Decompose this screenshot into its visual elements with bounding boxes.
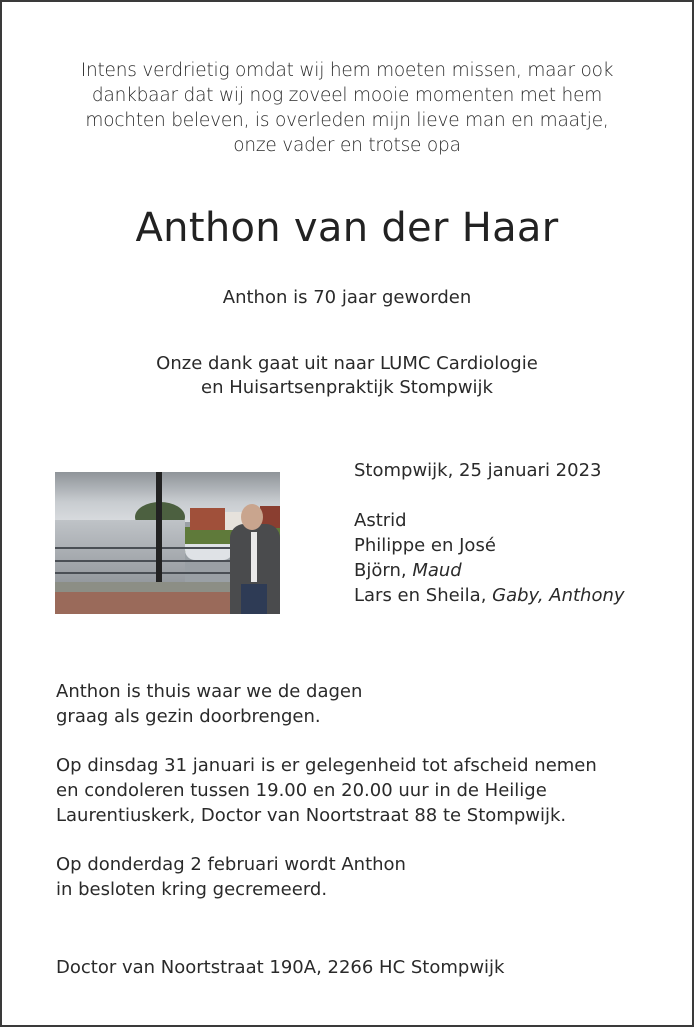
member-names: Lars en Sheila,: [354, 585, 493, 606]
body-line: Op dinsdag 31 januari is er gelegenheid tot afscheid nemen: [56, 755, 597, 776]
paragraph-cremation: [56, 852, 597, 902]
thanks-line: Onze dank gaat uit naar LUMC Cardiologie: [156, 353, 538, 374]
intro-line: dankbaar dat wij nog zoveel mooie momenten met hem: [91, 85, 603, 106]
family-block: [354, 458, 625, 608]
photo-person-head: [241, 504, 263, 530]
body-text: [56, 679, 597, 926]
member-names: Philippe en José: [354, 535, 496, 556]
member-children: Gaby, Anthony: [492, 585, 625, 606]
intro-text: [2, 58, 692, 158]
family-member: [354, 508, 625, 533]
intro-line: Intens verdrietig omdat wij hem moeten missen, maar ook: [80, 60, 614, 81]
family-member: [354, 583, 625, 608]
intro-line: onze vader en trotse opa: [233, 135, 461, 156]
family-member: [354, 558, 625, 583]
photo-railing: [55, 547, 230, 549]
photo-person-legs: [241, 584, 267, 614]
family-member: [354, 533, 625, 558]
photo-railing: [55, 560, 230, 562]
thanks-line: en Huisartsenpraktijk Stompwijk: [201, 377, 493, 398]
body-line: Laurentiuskerk, Doctor van Noortstraat 88 te Stompwijk.: [56, 805, 567, 826]
deceased-name: Anthon van der Haar: [135, 205, 559, 251]
photo-railing: [55, 572, 230, 574]
body-line: Op donderdag 2 februari wordt Anthon: [56, 854, 406, 875]
correspondence-address: Doctor van Noortstraat 190A, 2266 HC Stompwijk: [56, 957, 505, 978]
member-names: Björn,: [354, 560, 413, 581]
photo-person-shirt: [251, 532, 257, 582]
photo-house: [190, 508, 225, 530]
paragraph-farewell: [56, 753, 597, 828]
body-line: graag als gezin doorbrengen.: [56, 706, 321, 727]
paragraph-home: [56, 679, 597, 729]
photo-lamp-post: [156, 472, 162, 582]
member-children: Maud: [412, 560, 462, 581]
body-line: en condoleren tussen 19.00 en 20.00 uur in de Heilige: [56, 780, 547, 801]
place-date: Stompwijk, 25 januari 2023: [354, 460, 602, 481]
member-names: Astrid: [354, 510, 407, 531]
body-line: in besloten kring gecremeerd.: [56, 879, 328, 900]
thanks-text: [2, 352, 692, 400]
intro-line: mochten beleven, is overleden mijn lieve man en maatje,: [85, 110, 609, 131]
portrait-photo: [55, 472, 280, 614]
age-text: Anthon is 70 jaar geworden: [222, 287, 472, 308]
body-line: Anthon is thuis waar we de dagen: [56, 681, 363, 702]
